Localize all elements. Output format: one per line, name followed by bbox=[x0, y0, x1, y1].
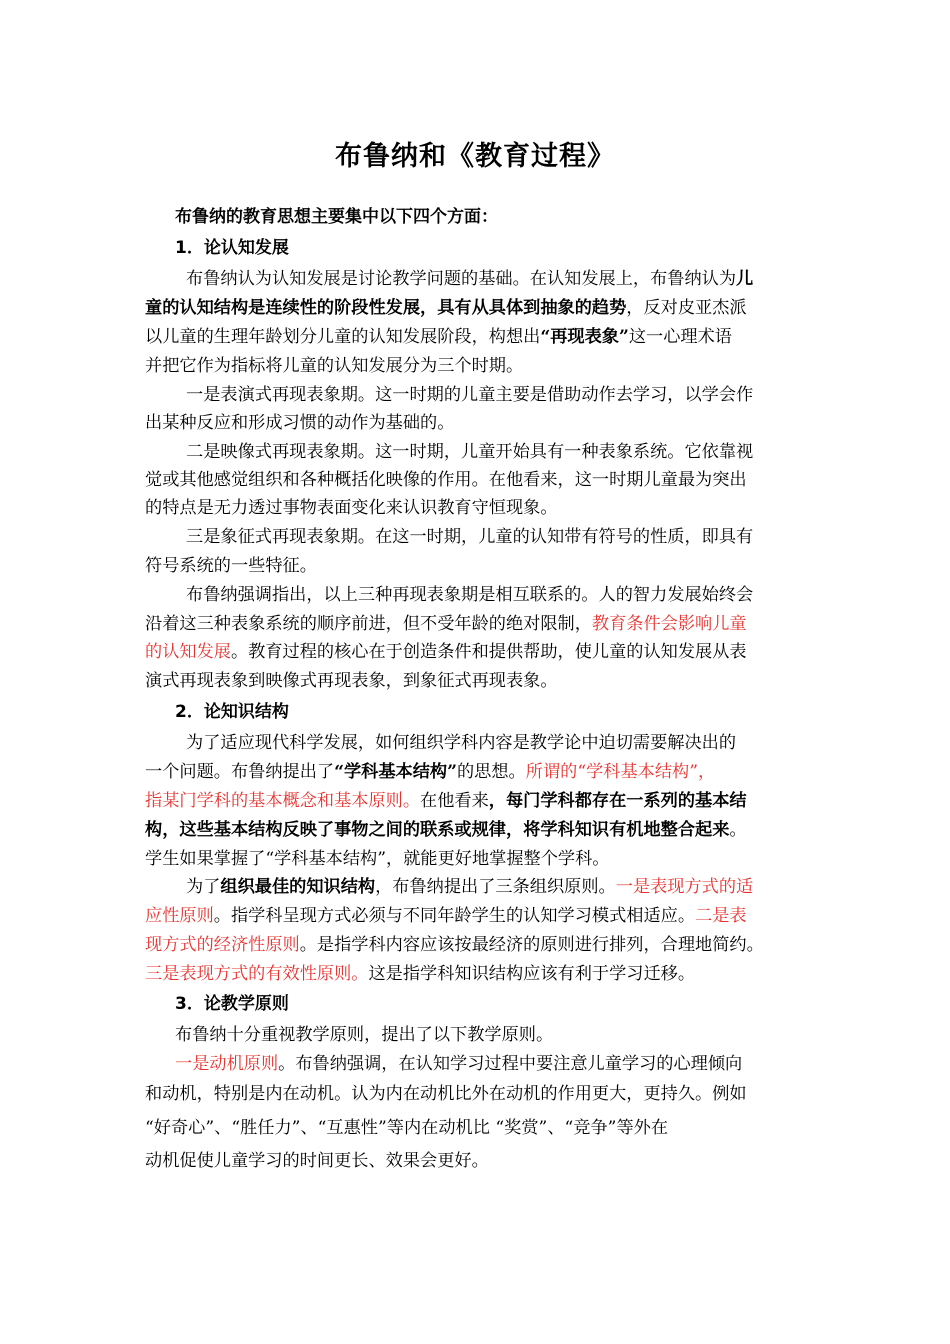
s1-p3-line-1: 二是映像式再现表象期。这一时期，儿童开始具有一种表象系统。它依靠视 bbox=[186, 442, 754, 462]
s2-p1-line-1: 为了适应现代科学发展，如何组织学科内容是教学论中迫切需要解决出的 bbox=[186, 733, 737, 753]
s3-p2-line-1: 一是动机原则。布鲁纳强调，在认知学习过程中要注意儿童学习的心理倾向 bbox=[175, 1054, 743, 1074]
s1-p3-line-2: 觉或其他感觉组织和各种概括化映像的作用。在他看来，这一时期儿童最为突出 bbox=[145, 470, 747, 490]
s3-p2-line-3: “好奇心”、“胜任力”、“互惠性”等内在动机比 “奖赏”、“竞争”等外在 bbox=[145, 1118, 669, 1138]
s2-p2-line-1: 为了组织最佳的知识结构，布鲁纳提出了三条组织原则。一是表现方式的适 bbox=[186, 877, 754, 897]
s1-p5-line-1: 布鲁纳强调指出，以上三种再现表象期是相互联系的。人的智力发展始终会 bbox=[186, 585, 754, 605]
page-title: 布鲁纳和《教育过程》 bbox=[335, 141, 615, 172]
s2-p2-line-4: 三是表现方式的有效性原则。这是指学科知识结构应该有利于学习迁移。 bbox=[145, 964, 696, 984]
s1-p1-line-4: 并把它作为指标将儿童的认知发展分为三个时期。 bbox=[145, 356, 524, 376]
s3-p1-line-1: 布鲁纳十分重视教学原则，提出了以下教学原则。 bbox=[175, 1025, 554, 1045]
s1-p2-line-2: 出某种反应和形成习惯的动作为基础的。 bbox=[145, 413, 455, 433]
s1-p4-line-1: 三是象征式再现表象期。在这一时期，儿童的认知带有符号的性质，即具有 bbox=[186, 527, 754, 547]
s1-p5-line-2: 沿着这三种表象系统的顺序前进，但不受年龄的绝对限制，教育条件会影响儿童 bbox=[145, 614, 747, 634]
section-3-heading: 3．论教学原则 bbox=[175, 994, 289, 1014]
s2-p1-line-3: 指某门学科的基本概念和基本原则。在他看来，每门学科都存在一系列的基本结 bbox=[145, 791, 747, 811]
s1-p3-line-3: 的特点是无力透过事物表面变化来认识教育守恒现象。 bbox=[145, 498, 558, 518]
s1-p2-line-1: 一是表演式再现表象期。这一时期的儿童主要是借助动作去学习，以学会作 bbox=[186, 385, 754, 405]
s1-p1-line-2: 童的认知结构是连续性的阶段性发展，具有从具体到抽象的趋势，反对皮亚杰派 bbox=[145, 298, 747, 318]
s2-p2-line-3: 现方式的经济性原则。是指学科内容应该按最经济的原则进行排列，合理地简约。 bbox=[145, 935, 764, 955]
s1-p5-line-4: 演式再现表象到映像式再现表象，到象征式再现表象。 bbox=[145, 671, 558, 691]
s2-p2-line-2: 应性原则。指学科呈现方式必须与不同年龄学生的认知学习模式相适应。二是表 bbox=[145, 906, 747, 926]
section-2-heading: 2．论知识结构 bbox=[175, 702, 289, 722]
s3-p2-line-4: 动机促使儿童学习的时间更长、效果会更好。 bbox=[145, 1151, 489, 1171]
s2-p1-line-2: 一个问题。布鲁纳提出了“学科基本结构”的思想。所谓的“学科基本结构”， bbox=[145, 762, 716, 782]
s1-p4-line-2: 符号系统的一些特征。 bbox=[145, 556, 317, 576]
s2-p1-line-4: 构，这些基本结构反映了事物之间的联系或规律，将学科知识有机地整合起来。 bbox=[145, 820, 747, 840]
s1-p5-line-3: 的认知发展。教育过程的核心在于创造条件和提供帮助，使儿童的认知发展从表 bbox=[145, 642, 747, 662]
intro-heading: 布鲁纳的教育思想主要集中以下四个方面： bbox=[175, 207, 498, 227]
s2-p1-line-5: 学生如果掌握了“学科基本结构”，就能更好地掌握整个学科。 bbox=[145, 849, 610, 869]
s1-p1-line-1: 布鲁纳认为认知发展是讨论教学问题的基础。在认知发展上，布鲁纳认为儿 bbox=[186, 269, 754, 289]
section-1-heading: 1．论认知发展 bbox=[175, 238, 289, 258]
s1-p1-line-3: 以儿童的生理年龄划分儿童的认知发展阶段，构想出“再现表象”这一心理术语 bbox=[145, 327, 732, 347]
s3-p2-line-2: 和动机，特别是内在动机。认为内在动机比外在动机的作用更大，更持久。例如 bbox=[145, 1084, 747, 1104]
